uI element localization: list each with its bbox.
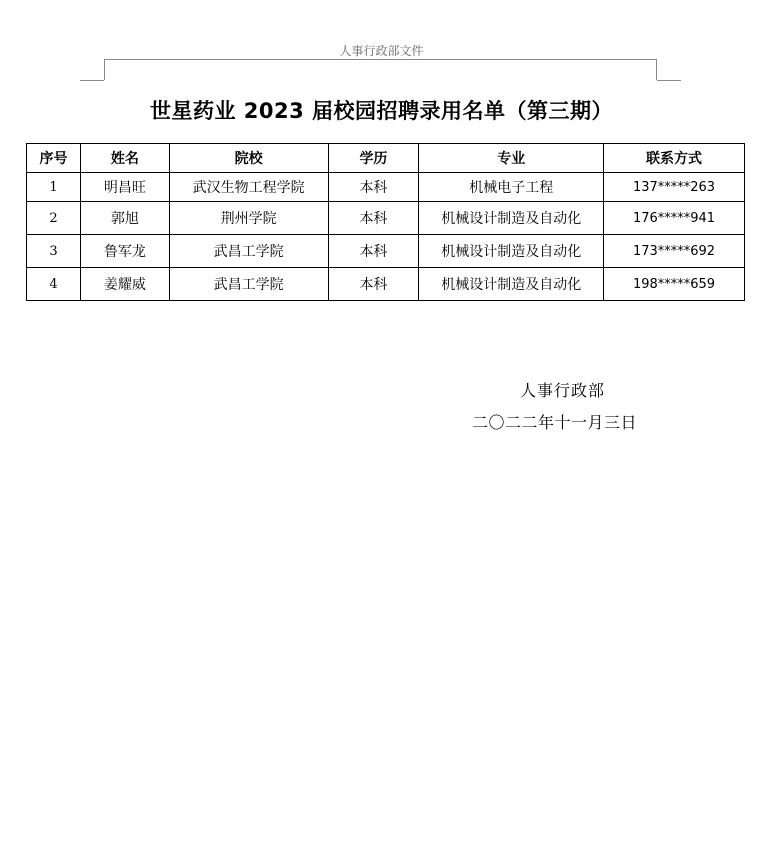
cell-school: 武汉生物工程学院: [169, 173, 328, 202]
table-row: [27, 173, 745, 202]
cell-contact: 137*****263: [604, 173, 745, 202]
header-tick-left: [80, 80, 104, 81]
column-header-school: 院校: [169, 144, 328, 173]
cell-major: 机械设计制造及自动化: [419, 268, 604, 301]
cell-major: 机械电子工程: [419, 173, 604, 202]
table-row: [27, 202, 745, 235]
table-row: [27, 235, 745, 268]
cell-name: 姜耀威: [80, 268, 169, 301]
cell-major: 机械设计制造及自动化: [419, 235, 604, 268]
signature-department: 人事行政部: [520, 381, 606, 400]
cell-name: 明昌旺: [80, 173, 169, 202]
cell-degree: 本科: [328, 173, 419, 202]
column-header-major: 专业: [419, 144, 604, 173]
cell-name: 郭旭: [80, 202, 169, 235]
column-header-contact: 联系方式: [604, 144, 745, 173]
cell-major: 机械设计制造及自动化: [419, 202, 604, 235]
page-title: 世星药业 2023 届校园招聘录用名单（第三期）: [149, 99, 614, 123]
hiring-table: [26, 143, 745, 301]
cell-index: 1: [27, 173, 81, 202]
cell-school: 武昌工学院: [169, 235, 328, 268]
cell-degree: 本科: [328, 268, 419, 301]
signature-date: 二〇二二年十一月三日: [472, 413, 638, 432]
header-label: 人事行政部文件: [339, 44, 424, 58]
cell-school: 荆州学院: [169, 202, 328, 235]
column-header-index: 序号: [27, 144, 81, 173]
cell-contact: 176*****941: [604, 202, 745, 235]
header-tick-right: [657, 80, 681, 81]
table-header-row: [27, 144, 745, 173]
cell-degree: 本科: [328, 202, 419, 235]
header-line-right: [656, 59, 657, 80]
cell-degree: 本科: [328, 235, 419, 268]
cell-index: 3: [27, 235, 81, 268]
header-line-left: [104, 59, 105, 80]
table-row: [27, 268, 745, 301]
column-header-name: 姓名: [80, 144, 169, 173]
header-frame: [80, 59, 681, 81]
cell-index: 4: [27, 268, 81, 301]
column-header-degree: 学历: [328, 144, 419, 173]
cell-contact: 173*****692: [604, 235, 745, 268]
cell-name: 鲁军龙: [80, 235, 169, 268]
cell-school: 武昌工学院: [169, 268, 328, 301]
cell-contact: 198*****659: [604, 268, 745, 301]
cell-index: 2: [27, 202, 81, 235]
header-line-top: [104, 59, 657, 60]
